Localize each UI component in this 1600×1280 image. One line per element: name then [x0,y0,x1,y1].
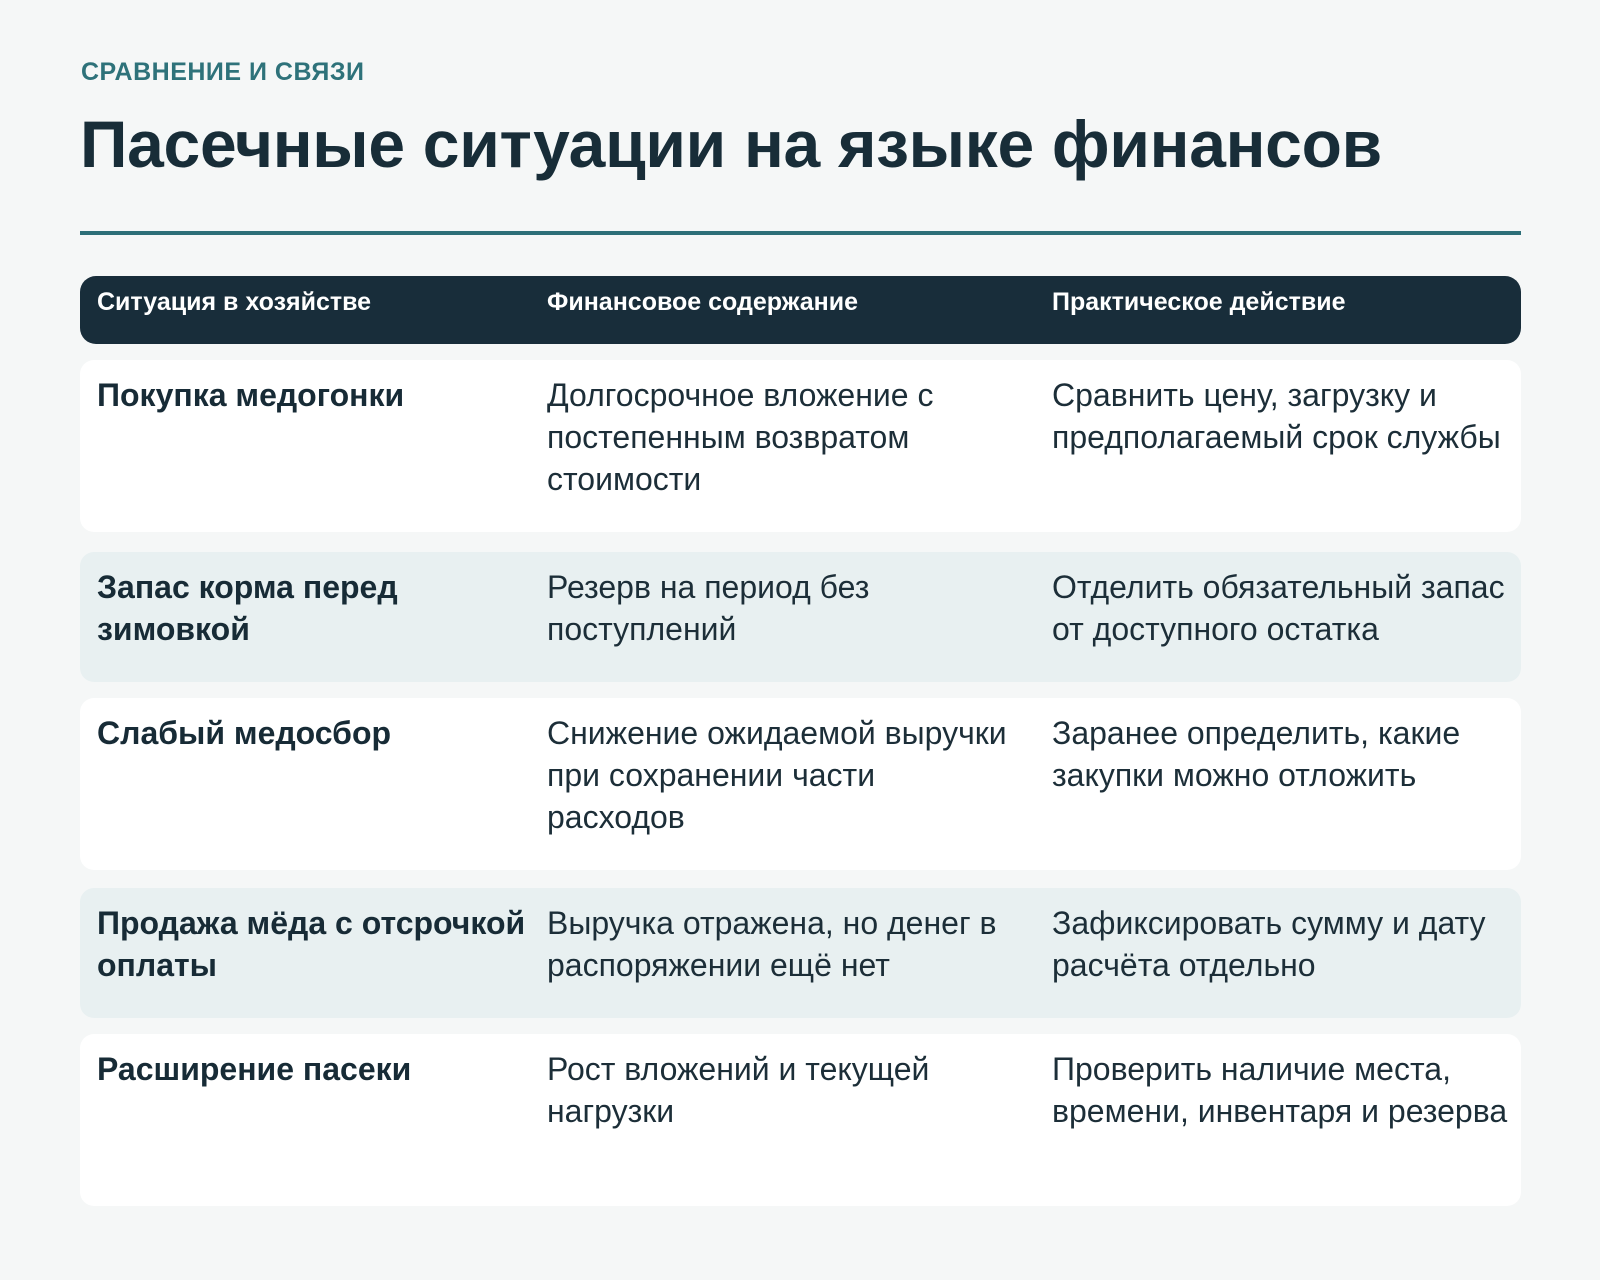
header-finance: Финансовое содержание [547,288,859,316]
finance-cell: Выручка отражена, но денег в распоряжении ещё нет [547,905,997,983]
action-cell: Сравнить цену, загрузку и предполагаемый срок службы [1052,377,1501,455]
situation-cell: Слабый медосбор [97,715,392,751]
finance-cell: Снижение ожидаемой выручки при сохранении части расходов [547,715,1007,835]
eyebrow-label: СРАВНЕНИЕ И СВЯЗИ [81,58,365,86]
table-header [80,276,1521,344]
table-row [80,888,1521,1018]
comparison-table [80,276,1521,1129]
table-row [80,698,1521,870]
action-cell: Проверить наличие места, времени, инвентаря и резерва [1052,1051,1508,1129]
finance-cell: Рост вложений и текущей нагрузки [547,1051,930,1129]
finance-cell: Резерв на период без поступлений [547,569,870,647]
table-row [80,1034,1521,1206]
page-title: Пасечные ситуации на языке финансов [80,107,1382,181]
finance-cell: Долгосрочное вложение с постепенным возвратом стоимости [547,377,934,497]
situation-cell: Покупка медогонки [97,377,405,413]
header-situation: Ситуация в хозяйстве [97,288,372,316]
situation-cell: Продажа мёда с отсрочкой оплаты [97,905,526,983]
header-action: Практическое действие [1052,288,1346,316]
situation-cell: Запас корма перед зимовкой [97,569,398,647]
title-divider [80,231,1521,235]
situation-cell: Расширение пасеки [97,1051,412,1087]
action-cell: Заранее определить, какие закупки можно отложить [1052,715,1461,793]
table-row [80,552,1521,682]
action-cell: Зафиксировать сумму и дату расчёта отдельно [1052,905,1486,983]
action-cell: Отделить обязательный запас от доступного остатка [1052,569,1505,647]
table-row [80,360,1521,532]
